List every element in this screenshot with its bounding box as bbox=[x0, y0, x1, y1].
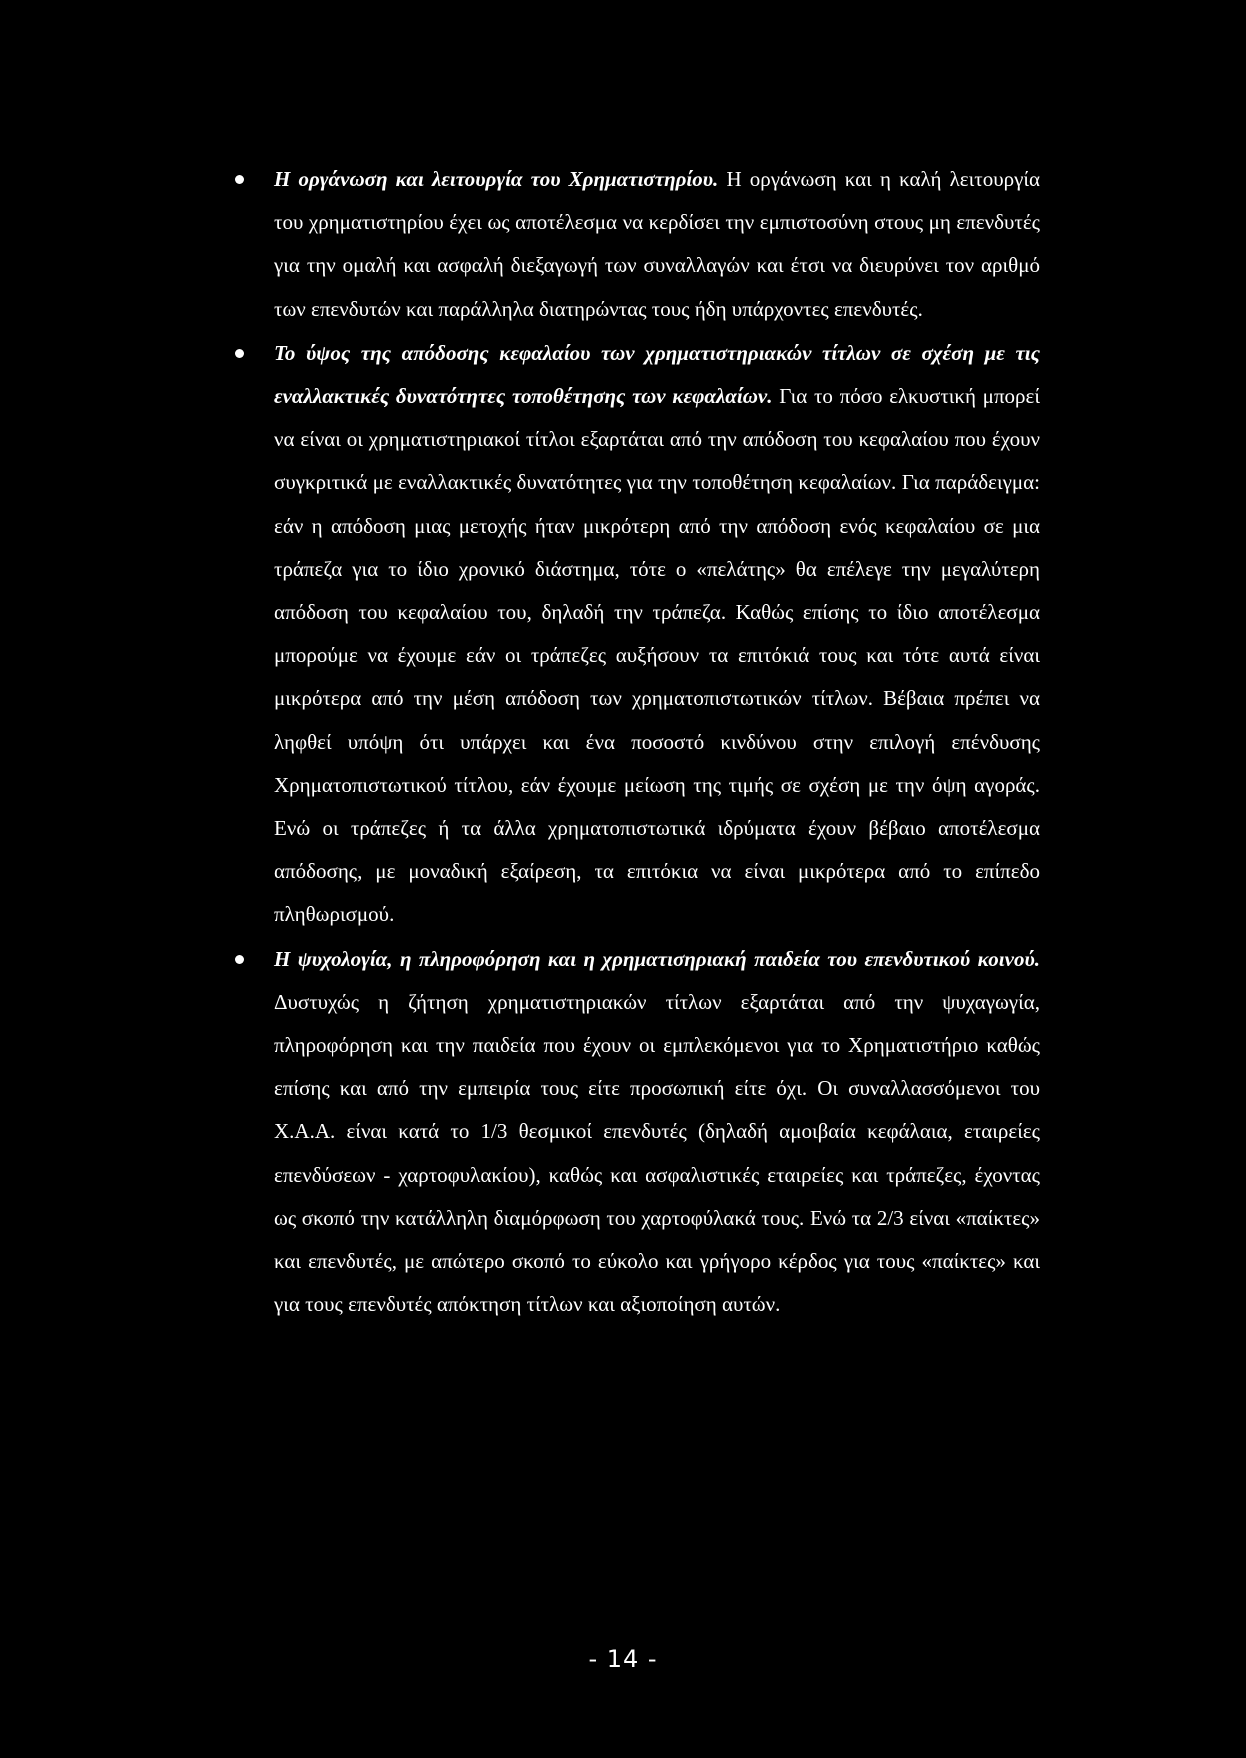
bullet-item-exchange-organization bbox=[274, 158, 1040, 331]
bullet-icon bbox=[235, 955, 244, 964]
bullet-item-investor-psychology bbox=[274, 938, 1040, 1327]
bullet-item-capital-return bbox=[274, 332, 1040, 937]
bullet-text: Η οργάνωση και η καλή λειτουργία του χρηματιστηρίου έχει ως αποτέλεσμα να κερδίσει την εμπιστοσύνη στους μη επενδυτές για την ομαλή και ασφαλή διεξαγωγή των συναλλαγών και έτσι να διευρύνει τον αριθμό των επενδυτών και παράλληλα διατηρώντας τους ήδη υπάρχοντες επενδυτές. bbox=[274, 167, 1040, 321]
bullet-title: Το ύψος της απόδοσης κεφαλαίου των χρηματιστηριακών τίτλων σε σχέση με τις εναλλακτικές δυνατότητες τοποθέτησης των κεφαλαίων. bbox=[274, 340, 1040, 409]
bullet-text: Για το πόσο ελκυστική μπορεί να είναι οι χρηματιστηριακοί τίτλοι εξαρτάται από την απόδοση του κεφαλαίου που έχουν συγκριτικά με εναλλακτικές δυνατότητες για την τοποθέτηση κεφαλαίων. Για παράδειγμα: εάν η απόδοση μιας μετοχής ήταν μικρότερη από την απόδοση ενός κεφαλαίου σε μια τράπεζα για το ίδιο χρονικό διάστημα, τότε ο «πελάτης» θα επέλεγε την μεγαλύτερη απόδοση του κεφαλαίου του, δηλαδή την τράπεζα. Καθώς επίσης το ίδιο αποτέλεσμα μπορούμε να έχουμε εάν οι τράπεζες αυξήσουν τα επιτόκιά τους και τότε αυτά είναι μικρότερα από την μέση απόδοση των χρηματοπιστωτικών τίτλων. Βέβαια πρέπει να ληφθεί υπόψη ότι υπάρχει και ένα ποσοστό κινδύνου στην επιλογή επένδυσης Χρηματοπιστωτικού τίτλου, εάν έχουμε μείωση της τιμής σε σχέση με την όψη αγοράς. Ενώ οι τράπεζες ή τα άλλα χρηματοπιστωτικά ιδρύματα έχουν βέβαιο αποτέλεσμα απόδοσης, με μοναδική εξαίρεση, τα επιτόκια να είναι μικρότερα από το επίπεδο πληθωρισμού. bbox=[274, 384, 1040, 927]
bullet-text: Δυστυχώς η ζήτηση χρηματιστηριακών τίτλων εξαρτάται από την ψυχαγωγία, πληροφόρηση και την παιδεία που έχουν οι εμπλεκόμενοι για το Χρηματιστήριο καθώς επίσης και από την εμπειρία τους είτε προσωπική είτε όχι. Οι συναλλασσόμενοι του Χ.Α.Α. είναι κατά το 1/3 θεσμικοί επενδυτές (δηλαδή αμοιβαία κεφάλαια, εταιρείες επενδύσεων - χαρτοφυλακίου), καθώς και ασφαλιστικές εταιρείες και τράπεζες, έχοντας ως σκοπό την κατάλληλη διαμόρφωση του χαρτοφύλακά τους. Ενώ τα 2/3 είναι «παίκτες» και επενδυτές, με απώτερο σκοπό το εύκολο και γρήγορο κέρδος για τους «παίκτες» και για τους επενδυτές απόκτηση τίτλων και αξιοποίηση αυτών. bbox=[274, 989, 1040, 1317]
bullet-title: Η οργάνωση και λειτουργία του Χρηματιστηρίου. bbox=[274, 167, 719, 191]
bullet-icon bbox=[235, 175, 244, 184]
bullet-title: Η ψυχολογία, η πληροφόρηση και η χρηματισηριακή παιδεία του επενδυτικού κοινού. bbox=[274, 946, 1040, 971]
bullet-icon bbox=[235, 349, 244, 358]
page-number: - 14 - bbox=[588, 1645, 658, 1673]
bullet-list bbox=[274, 158, 1040, 1326]
